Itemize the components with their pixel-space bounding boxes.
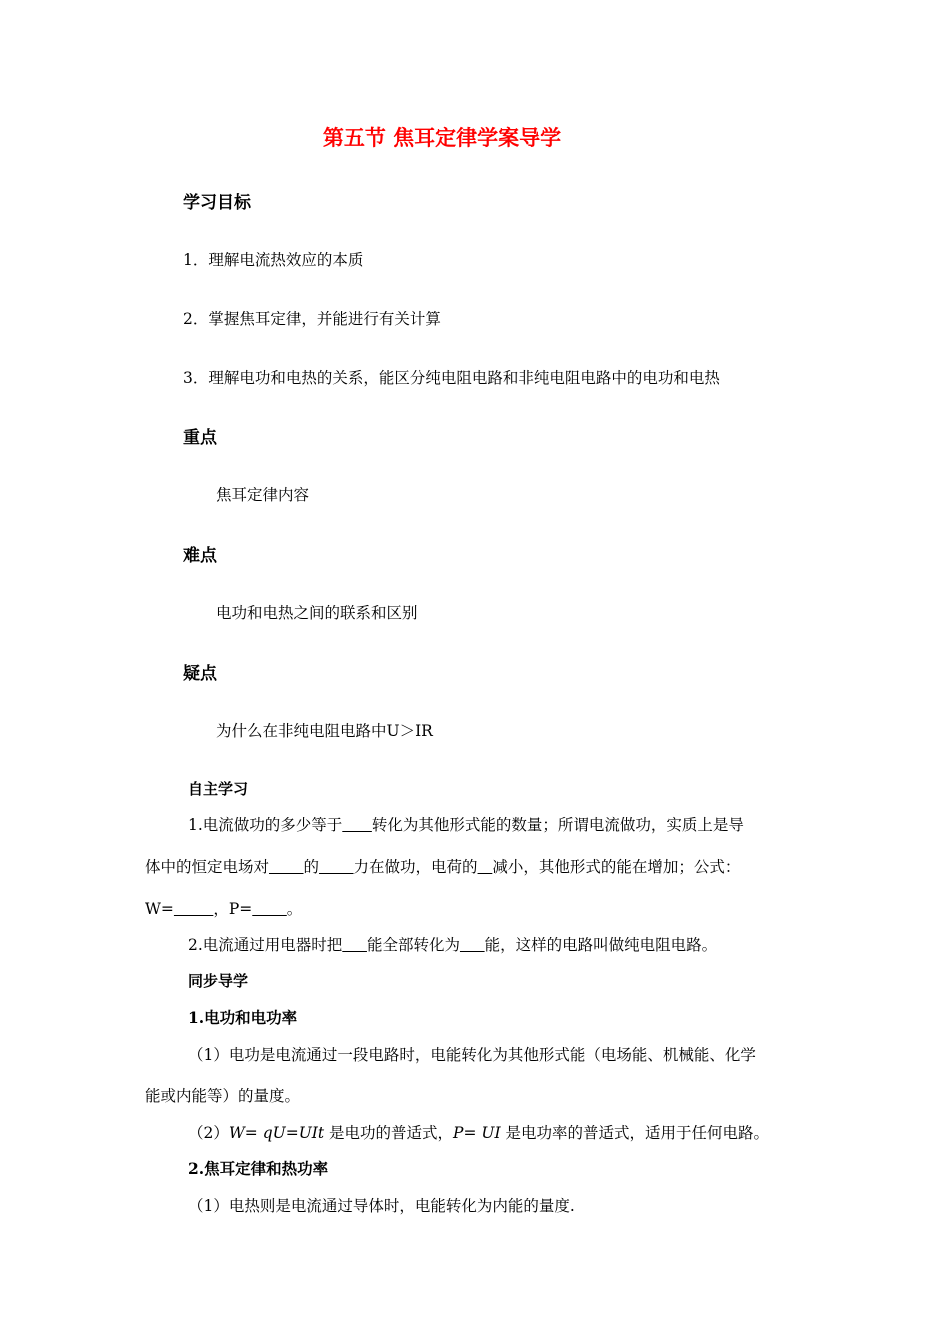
difficulty-heading: 难点 [183, 546, 217, 566]
fill-blank[interactable] [319, 858, 354, 876]
section2-p1: （1）电热则是电流通过导体时，电能转化为内能的量度. [188, 1197, 575, 1215]
q1-text: W= [145, 900, 174, 918]
fill-blank[interactable] [342, 936, 367, 954]
q1-line2 [145, 855, 740, 877]
q1-text: 1.电流做功的多少等于 [188, 816, 343, 834]
p2-text: （2） [188, 1124, 229, 1142]
key-point-heading: 重点 [183, 428, 217, 448]
fill-blank[interactable] [342, 816, 372, 834]
section1-heading: 1.电功和电功率 [188, 1008, 298, 1027]
question-text: 为什么在非纯电阻电路中U＞IR [216, 722, 433, 740]
q1-text: 转化为其他形式能的数量；所谓电流做功，实质上是导 [371, 816, 744, 834]
objectives-heading: 学习目标 [183, 193, 251, 213]
q2-text: 2.电流通过用电器时把 [188, 936, 343, 954]
self-study-heading: 自主学习 [188, 780, 249, 798]
q1-line1 [188, 813, 744, 835]
question-heading: 疑点 [183, 664, 217, 684]
q2-text: 能全部转化为 [366, 936, 460, 954]
q1-line3 [145, 897, 302, 919]
sync-guide-heading: 同步导学 [188, 972, 249, 990]
q1-text: 。 [286, 900, 303, 918]
q1-text: 的 [303, 858, 320, 876]
objective-item: 2．掌握焦耳定律，并能进行有关计算 [183, 310, 441, 328]
fill-blank[interactable] [478, 858, 493, 876]
page-title: 第五节 焦耳定律学案导学 [322, 126, 562, 150]
objective-item: 1．理解电流热效应的本质 [183, 251, 364, 269]
fill-blank[interactable] [269, 858, 304, 876]
work-formula: W= qU=UIt [228, 1124, 325, 1142]
power-formula: P= UI [453, 1124, 501, 1142]
q1-text: ，P= [213, 900, 253, 918]
q2-text: 能，这样的电路叫做纯电阻电路。 [484, 936, 718, 954]
q1-text: 减小，其他形式的能在增加；公式： [492, 858, 741, 876]
p2-text: 是电功的普适式， [324, 1124, 454, 1142]
section1-p1-line2: 能或内能等）的量度。 [145, 1087, 301, 1105]
q2-line [188, 933, 717, 955]
q1-text: 体中的恒定电场对 [145, 858, 270, 876]
section1-p1-line1: （1）电功是电流通过一段电路时，电能转化为其他形式能（电场能、机械能、化学 [188, 1046, 756, 1064]
key-point-text: 焦耳定律内容 [216, 486, 310, 504]
fill-blank[interactable] [460, 936, 485, 954]
section2-heading: 2.焦耳定律和热功率 [188, 1159, 329, 1178]
p2-text: 是电功率的普适式，适用于任何电路。 [500, 1124, 770, 1142]
fill-blank[interactable] [252, 900, 287, 918]
section1-p2 [188, 1121, 769, 1143]
fill-blank[interactable] [174, 900, 213, 918]
difficulty-text: 电功和电热之间的联系和区别 [216, 604, 418, 622]
q1-text: 力在做功，电荷的 [353, 858, 478, 876]
objective-item: 3．理解电功和电热的关系，能区分纯电阻电路和非纯电阻电路中的电功和电热 [183, 369, 720, 387]
